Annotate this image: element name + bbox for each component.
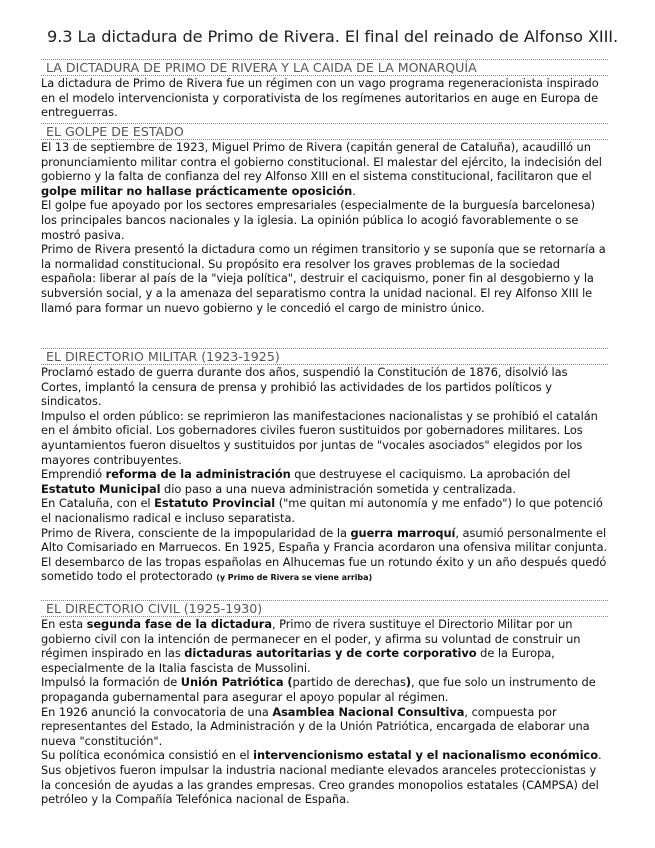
section-body xyxy=(41,76,608,120)
bold-text: Estatuto Municipal xyxy=(41,481,161,496)
aside-note: (y Primo de Rivera se viene arriba) xyxy=(216,573,373,583)
paragraph: Impulso el orden público: se reprimieron las manifestaciones nacionalistas y se prohibió el catalán en el ámbito oficial. Los gobernadores civiles fueron sustituidos por gobernadores militares. Los ayuntamientos fueron disueltos y sustituidos por juntas de "vocales asociados" elegidos por los mayores contribuyentes. xyxy=(41,408,598,467)
bold-text: guerra marroquí xyxy=(350,525,456,540)
paragraph: Emprendió reforma de la administración que destruyese el caciquismo. La aprobación del Estatuto Municipal dio paso a una nueva administración sometida y centralizada. xyxy=(41,467,571,496)
bold-text: Asamblea Nacional Consultiva xyxy=(272,704,465,719)
bold-text: intervencionismo estatal y el nacionalismo económico xyxy=(253,748,599,763)
section-heading: EL DIRECTORIO MILITAR (1923-1925) xyxy=(41,348,608,365)
paragraph: Primo de Rivera presentó la dictadura como un régimen transitorio y se suponía que se retornaría a la normalidad constitucional. Su propósito era resolver los graves problemas de la sociedad española: liberar al país de la "vieja política", destruir el caciquismo, poner fin al desgobierno y la subversión social, y a la amenaza del separatismo contra la unidad nacional. El rey Alfonso XIII le llamó para formar un nuevo gobierno y le concedió el cargo de ministro único. xyxy=(41,242,606,315)
paragraph: Proclamó estado de guerra durante dos años, suspendió la Constitución de 1876, disolvió las Cortes, implantó la censura de prensa y prohibió las actividades de los partidos políticos y sindicatos. xyxy=(41,365,568,409)
section-heading: LA DICTADURA DE PRIMO DE RIVERA Y LA CAIDA DE LA MONARQUÍA xyxy=(41,59,608,76)
section-body xyxy=(41,365,608,586)
section-directorio-militar xyxy=(41,348,608,586)
paragraph: Impulsó la formación de Unión Patriótica (partido de derechas), que fue solo un instrumento de propaganda gubernamental para asegurar el apoyo popular al régimen. xyxy=(41,675,596,704)
section-body xyxy=(41,140,608,315)
bold-text: Estatuto Provincial xyxy=(154,496,276,511)
paragraph: En Cataluña, con el Estatuto Provincial ("me quitan mi autonomía y me enfado") lo que potenció el nacionalismo radical e incluso separatista. xyxy=(41,496,603,525)
bold-text: golpe militar no hallase prácticamente oposición xyxy=(41,183,353,198)
bold-text: ) xyxy=(405,675,412,690)
paragraph: En 1926 anunció la convocatoria de una Asamblea Nacional Consultiva, compuesta por representantes del Estado, la Administración y de la Unión Patriótica, encargada de elaborar una nueva "constitución". xyxy=(41,704,590,748)
bold-text: dictaduras autoritarias y de corte corporativo xyxy=(184,646,477,661)
section-caida-monarquia xyxy=(41,59,608,120)
section-directorio-civil xyxy=(41,600,608,807)
paragraph: La dictadura de Primo de Rivera fue un régimen con un vago programa regeneracionista inspirado en el modelo intervencionista y corporativista de los regímenes autoritarios en auge en Europa de entreguerras. xyxy=(41,76,599,120)
page-title: 9.3 La dictadura de Primo de Rivera. El final del reinado de Alfonso XIII. xyxy=(47,27,619,46)
paragraph: El golpe fue apoyado por los sectores empresariales (especialmente de la burguesía barcelonesa) los principales bancos nacionales y la iglesia. La opinión pública lo acogió favorablemente o se mostró pasiva. xyxy=(41,198,596,242)
section-body xyxy=(41,617,608,807)
bold-text: Unión Patriótica ( xyxy=(180,675,293,690)
section-heading: EL DIRECTORIO CIVIL (1925-1930) xyxy=(41,600,608,617)
paragraph: El 13 de septiembre de 1923, Miguel Primo de Rivera (capitán general de Cataluña), acaudilló un pronunciamiento militar contra el gobierno constitucional. El malestar del ejército, la indecisión del gobierno y la falta de confianza del rey Alfonso XIII en el sistema constitucional, facilitaron que el golpe militar no hallase prácticamente oposición. xyxy=(41,140,602,198)
paragraph: En esta segunda fase de la dictadura, Primo de rivera sustituye el Directorio Militar por un gobierno civil con la intención de permanecer en el poder, y afirma su voluntad de construir un régimen inspirado en las dictaduras autoritarias y de corte corporativo de la Europa, especialmente de la Italia fascista de Mussolini. xyxy=(41,617,581,675)
bold-text: segunda fase de la dictadura xyxy=(86,617,272,631)
paragraph: Primo de Rivera, consciente de la impopularidad de la guerra marroquí, asumió personalmente el Alto Comisariado en Marruecos. En 1925, España y Francia acordaron una ofensiva militar conjunta. El desembarco de las tropas españolas en Alhucemas fue un rotundo éxito y un año después quedó sometido todo el protectorado (y Primo de Rivera se viene arriba) xyxy=(41,525,608,584)
paragraph: Su política económica consistió en el intervencionismo estatal y el nacionalismo económico. Sus objetivos fueron impulsar la industria nacional mediante elevados aranceles proteccionistas y la concesión de ayudas a las grandes empresas. Creo grandes monopolios estatales (CAMPSA) del petróleo y la Compañía Telefónica nacional de España. xyxy=(41,748,602,807)
bold-text: reforma de la administración xyxy=(105,467,291,482)
section-golpe-estado xyxy=(41,123,608,315)
section-heading: EL GOLPE DE ESTADO xyxy=(41,123,608,140)
